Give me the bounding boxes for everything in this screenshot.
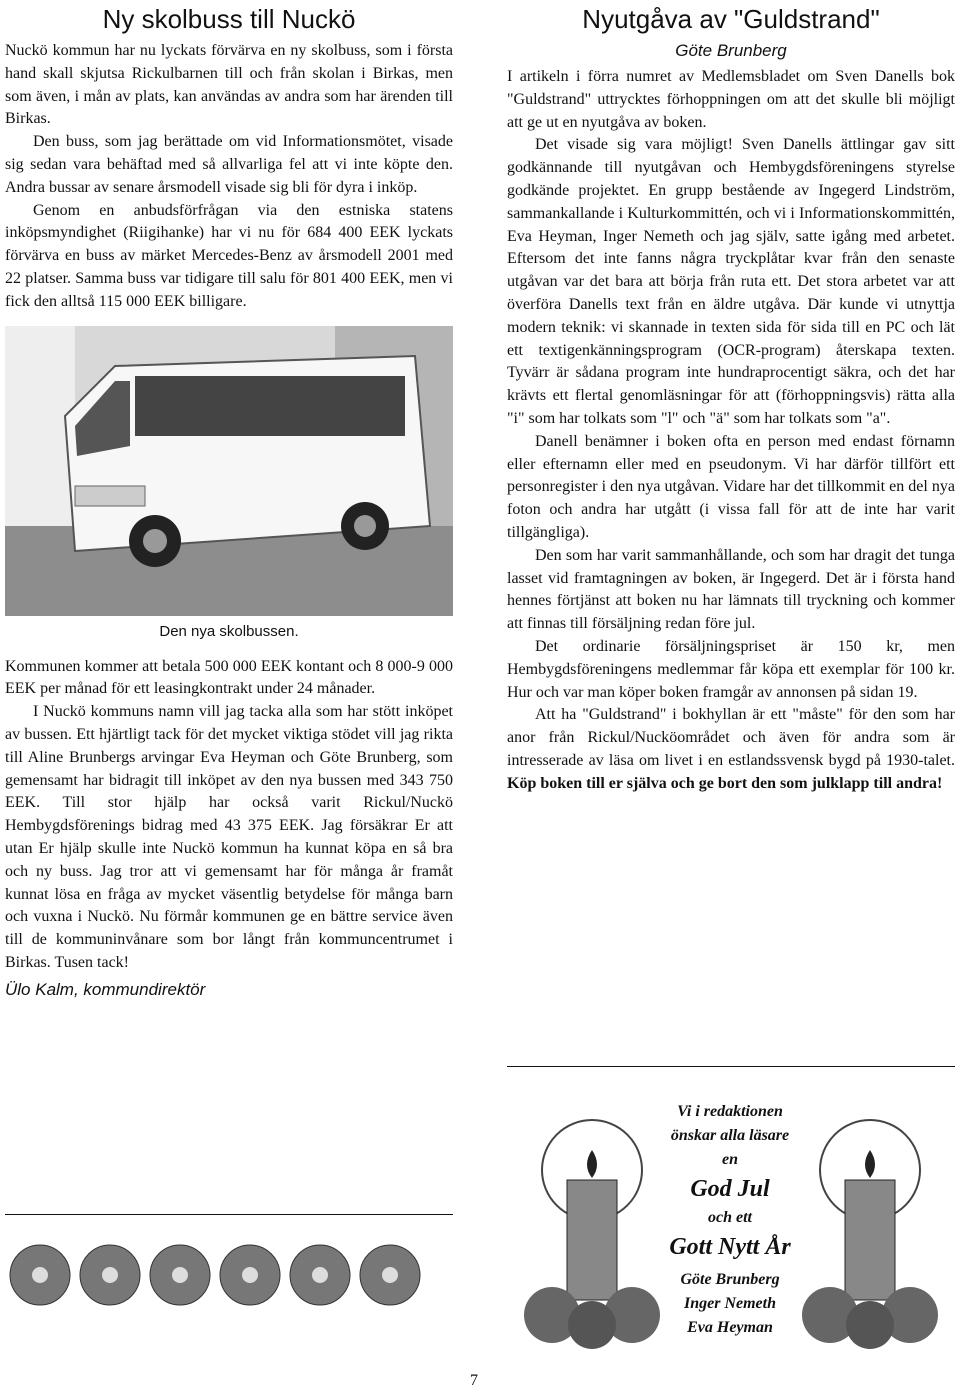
right-divider [507,1066,955,1067]
flower-garland-decoration [0,1230,460,1320]
left-divider [5,1214,453,1215]
left-paragraph-2: Den buss, som jag berättade om vid Informationsmötet, visade sig sedan vara behäftad med så allvarliga fel att vi inte köpte den. Andra bussar av senare årsmodell visade sig bli för dyra i inköp. [5,133,453,196]
left-paragraph-5: I Nuckö kommuns namn vill jag tacka alla som har stött inköpet av bussen. Ett hjärtligt tack för det mycket viktiga stödet vill jag rikta till Aline Brunbergs arvingar Eva Heyman och Göte Brunberg, som gemensamt har bidragit till inköpet av den nya bussen med 343 750 EEK. Till stor hjälp har också varit Rickul/Nuckö Hembygdsförenings bidrag med 43 375 EEK. Jag försäkrar Er att utan Er hjälp skulle inte Nuckö kommun ha kunnat köpa en så bra och ny buss. Jag tror att vi gemensamt har för många år framåt kunnat lösa en fråga av mycket väsentlig betydelse för många barn och vuxna i Nuckö. Nu förmår kommunen ge en bättre service även till de kommuninvånare som bor långt från kommuncentrumet i Birkas. Tusen tack! [5,703,453,971]
greeting-name-1: Göte Brunberg [680,1271,780,1288]
bus-illustration [5,326,453,616]
greeting-name-2: Inger Nemeth [684,1295,776,1312]
right-paragraph-6 [507,704,955,795]
left-paragraph-4: Kommunen kommer att betala 500 000 EEK kontant och 8 000-9 000 EEK per månad för ett leasingkontrakt under 24 månader. [5,657,453,698]
greeting-god-jul: God Jul [690,1176,770,1202]
left-article-title: Ny skolbuss till Nuckö [102,4,356,34]
right-paragraph-1: I artikeln i förra numret av Medlemsbladet om Sven Danells bok "Guldstrand" uttrycktes förhoppningen om att det skulle bli möjligt att ge ut en nyutgåva av boken. [507,68,955,131]
greeting-name-3: Eva Heyman [687,1319,773,1336]
right-article-title: Nyutgåva av "Guldstrand" [582,4,880,34]
left-article [5,0,453,1001]
right-paragraph-2: Det visade sig vara möjligt! Sven Danells ättlingar gav sitt godkännande till nyutgåvan och Hembygdsföreningens styrelse godkände projektet. En grupp bestående av Ingegerd Lindström, sammankallande i Kulturkommittén, och vi i Informationskommittén, Eva Heyman, Inger Nemeth och jag själv, satte igång med arbetet. Eftersom det inte fanns några tryckplåtar kvar från den senaste utgåvan var det bara att börja från ruta ett. Det stora arbetet var att överföra Danells text från en äldre utgåva. Där kunde vi utnyttja modern teknik: vi skannade in texten sida för sida till en PC och lät ett textigenkänningsprogram (OCR-program) återskapa texten. Tyvärr är sådana program inte hundraprocentigt säkra, och det har krävts ett flertal genomläsningar för att (förhoppningsvis) rätta alla "i" som har tolkats som "l" och "ä" som har tolkats som "a". [507,136,955,427]
right-paragraph-6-bold: Köp boken till er själva och ge bort den som julklapp till andra! [507,774,943,792]
greeting-line-1: Vi i redaktionen [677,1103,783,1120]
right-paragraph-3: Danell benämner i boken ofta en person med endast förnamn eller efternamn eller med en pseudonym. Vi har därför tillfört ett personregister i den nya utgåvan. Vidare har det tillkommit en del nya foton och andra har utgått (i vissa fall för att de inte har varit tillgängliga). [507,432,955,541]
right-byline: Göte Brunberg [675,41,787,60]
photo-caption: Den nya skolbussen. [159,622,299,640]
greeting-gott-nytt-ar: Gott Nytt År [669,1234,791,1260]
right-paragraph-6-text: Att ha "Guldstrand" i bokhyllan är ett "måste" för den som har anor från Rickul/Nucköområdet och även för andra som är intresserade av läsa om livet i en estlandssvensk bygd på 1930-talet. [507,706,955,769]
left-paragraph-3: Genom en anbudsförfrågan via den estniska statens inköpsmyndighet (Riigihanke) har vi nu för 684 400 EEK lyckats förvärva en buss av märket Mercedes-Benz av årsmodell 2001 med 22 platser. Samma buss var tidigare till salu för 801 400 EEK, men vi fick den alltså 115 000 EEK billigare. [5,201,453,310]
left-paragraph-1: Nuckö kommun har nu lyckats förvärva en ny skolbuss, som i första hand skall skjutsa Rickulbarnen till och från skolan i Birkas, men som även, i mån av plats, kan användas av andra som har ärenden till Birkas. [5,42,453,128]
bus-photo [5,326,453,616]
christmas-candle-right-icon [800,1110,940,1350]
right-paragraph-4: Den som har varit sammanhållande, och som har dragit det tunga lasset vid framtagningen av boken, är Ingegerd. Det är i första hand hennes förtjänst att boken nu har lämnats till tryckning och kommer att finnas till försäljning redan före jul. [507,546,955,633]
right-article [507,0,955,796]
greeting-line-2: önskar alla läsare [670,1127,790,1144]
holiday-greeting [640,1100,820,1340]
greeting-line-3: en [722,1151,738,1168]
left-signature: Ülo Kalm, kommundirektör [5,979,206,999]
right-paragraph-5: Det ordinarie försäljningspriset är 150 kr, men Hembygdsföreningens medlemmar får köpa ett exemplar för 100 kr. Hur och var man köper boken framgår av annonsen på sidan 19. [507,637,955,701]
greeting-line-4: och ett [708,1209,752,1226]
page-number: 7 [470,1372,478,1389]
